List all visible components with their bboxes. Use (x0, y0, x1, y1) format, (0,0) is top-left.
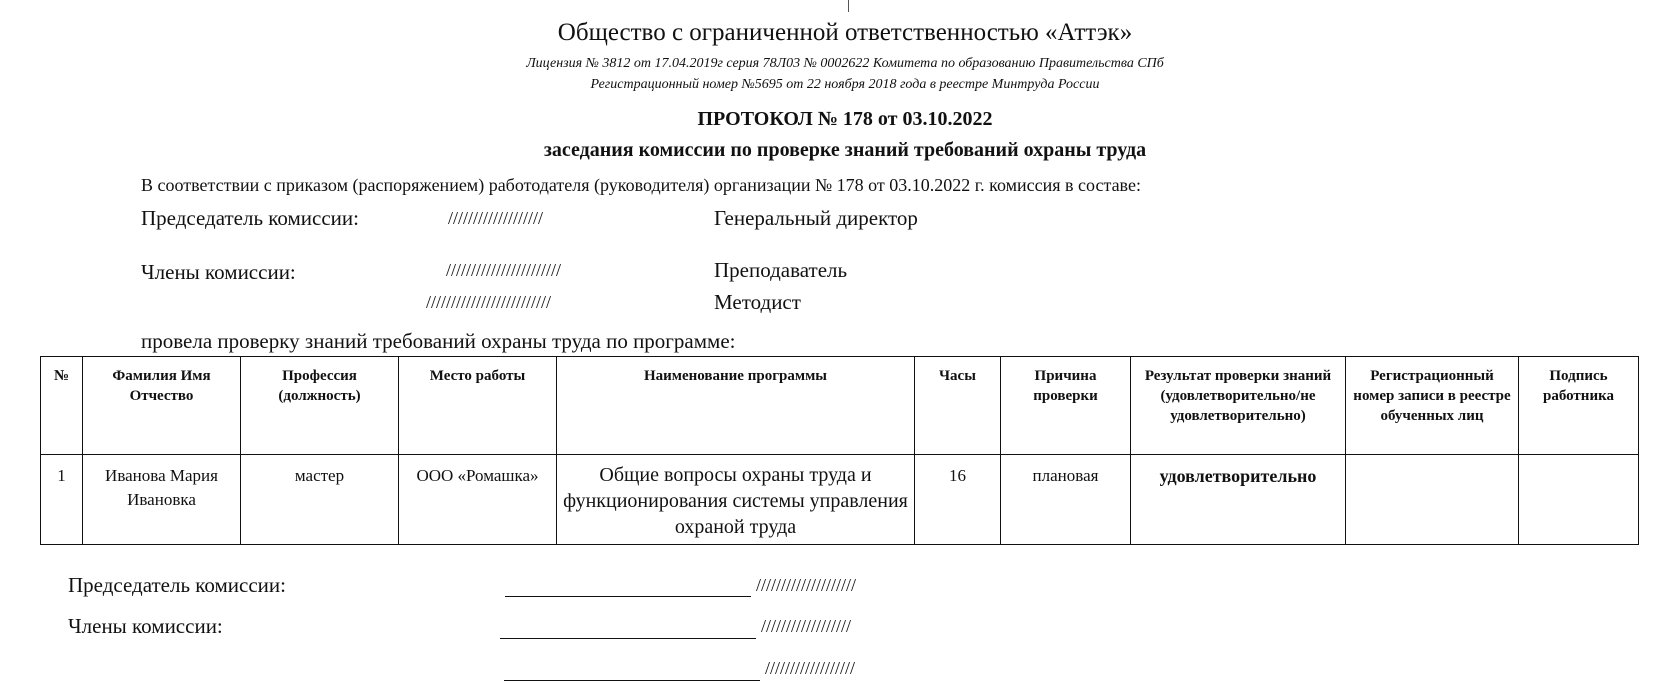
col-header-workplace: Место работы (399, 357, 557, 455)
cell-hours: 16 (915, 455, 1001, 545)
members-label: Члены комиссии: (141, 260, 296, 284)
cell-name: Иванова Мария Ивановка (83, 455, 241, 545)
member-1-name: /////////////////////// (446, 260, 562, 280)
chair-name: /////////////////// (448, 208, 544, 228)
license-line: Лицензия № 3812 от 17.04.2019г серия 78Л03 № 0002622 Комитета по образованию Правительства СПб (526, 56, 1164, 71)
sign-member-1-line (500, 638, 756, 639)
sign-members-label: Члены комиссии: (68, 614, 223, 638)
col-header-num: № (41, 357, 83, 455)
col-header-program: Наименование программы (557, 357, 915, 455)
program-line: провела проверку знаний требований охраны труда по программе: (141, 329, 736, 353)
cell-result: удовлетворительно (1131, 455, 1346, 545)
protocol-title: ПРОТОКОЛ № 178 от 03.10.2022 (697, 108, 993, 130)
col-header-position: Профессия (должность) (241, 357, 399, 455)
cell-workplace: ООО «Ромашка» (399, 455, 557, 545)
cell-position: мастер (241, 455, 399, 545)
registration-line: Регистрационный номер №5695 от 22 ноября 2018 года в реестре Минтруда России (590, 77, 1100, 92)
table-header-row (41, 357, 1639, 455)
protocol-subtitle: заседания комиссии по проверке знаний требований охраны труда (543, 139, 1147, 161)
chair-label: Председатель комиссии: (141, 206, 359, 230)
text-cursor-mark (848, 0, 849, 12)
sign-member-2-name: ////////////////// (765, 658, 856, 678)
col-header-reg-number: Регистрационный номер записи в реестре обученных лиц (1346, 357, 1519, 455)
cell-reason: плановая (1001, 455, 1131, 545)
cell-num: 1 (41, 455, 83, 545)
col-header-name: Фамилия Имя Отчество (83, 357, 241, 455)
sign-member-1-name: ////////////////// (761, 616, 852, 636)
col-header-signature: Подпись работника (1519, 357, 1639, 455)
cell-program: Общие вопросы охраны труда и функционирования системы управления охраной труда (557, 455, 915, 545)
chair-role: Генеральный директор (714, 206, 918, 230)
cell-signature (1519, 455, 1639, 545)
member-2-role: Методист (714, 290, 801, 314)
sign-member-2-line (504, 680, 760, 681)
cell-reg-number (1346, 455, 1519, 545)
org-name: Общество с ограниченной ответственностью «Аттэк» (557, 19, 1133, 46)
sign-chair-label: Председатель комиссии: (68, 573, 286, 597)
col-header-result: Результат проверки знаний (удовлетворительно/не удовлетворительно) (1131, 357, 1346, 455)
col-header-hours: Часы (915, 357, 1001, 455)
member-2-name: ///////////////////////// (426, 292, 552, 312)
col-header-reason: Причина проверки (1001, 357, 1131, 455)
member-1-role: Преподаватель (714, 258, 848, 282)
sign-chair-name: //////////////////// (756, 575, 857, 595)
order-text: В соответствии с приказом (распоряжением) работодателя (руководителя) организации № 178 от 03.10.2022 г. комиссия в составе: (141, 175, 1141, 195)
sign-chair-line (505, 596, 751, 597)
table-row (41, 455, 1639, 545)
results-table (40, 356, 1639, 545)
